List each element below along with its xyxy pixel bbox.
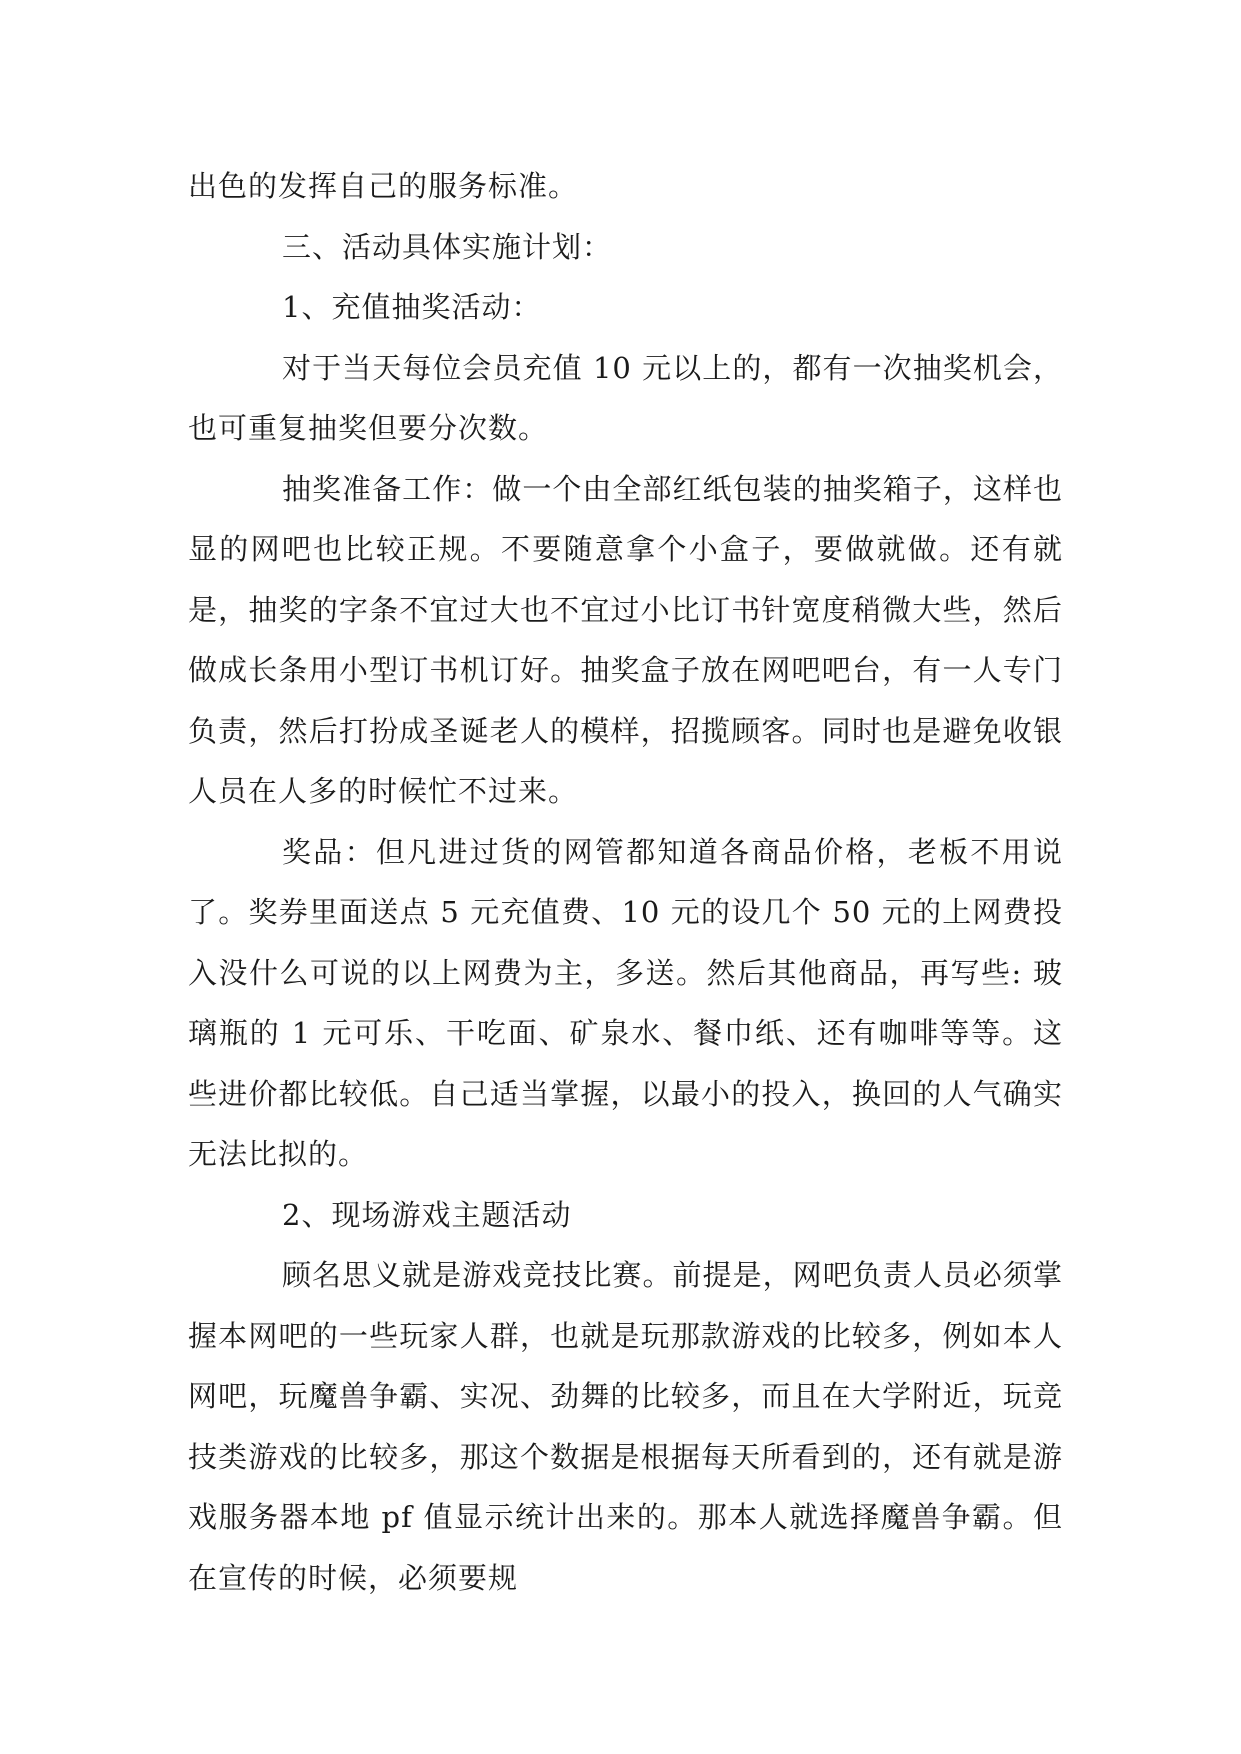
subheading-game-activity: 2、现场游戏主题活动	[282, 1197, 572, 1232]
paragraph-continuation: 出色的发挥自己的服务标准。	[188, 169, 579, 203]
subheading-recharge-lottery: 1、充值抽奖活动：	[282, 290, 542, 324]
paragraph-prizes: 奖品：但凡进过货的网管都知道各商品价格，老板不用说了。奖券里面送点 5 元充值费、10 元的设几个 50 元的上网费投入没什么可说的以上网费为主，多送。然后其他商品，再写些: 玻璃瓶的 1 元可乐、干吃面、矿泉水、餐巾纸、还有咖啡等等。这些进价都比较低。自己适当掌握，以最小的投入，换回的人气确实无法比拟的。	[188, 834, 1063, 1171]
paragraph-lottery-preparation: 抽奖准备工作：做一个由全部红纸包装的抽奖箱子，这样也显的网吧也比较正规。不要随意拿个小盒子，要做就做。还有就是，抽奖的字条不宜过大也不宜过小比订书针宽度稍微大些，然后做成长条用小型订书机订好。抽奖盒子放在网吧吧台，有一人专门负责，然后打扮成圣诞老人的模样，招揽顾客。同时也是避免收银人员在人多的时候忙不过来。	[188, 471, 1063, 808]
paragraph-lottery-eligibility: 对于当天每位会员充值 10 元以上的，都有一次抽奖机会，也可重复抽奖但要分次数。	[188, 350, 1063, 445]
document-body	[188, 156, 1063, 1608]
section-heading-implementation-plan: 三、活动具体实施计划：	[282, 229, 613, 264]
paragraph-game-competition: 顾名思义就是游戏竞技比赛。前提是，网吧负责人员必须掌握本网吧的一些玩家人群，也就是玩那款游戏的比较多，例如本人网吧，玩魔兽争霸、实况、劲舞的比较多，而且在大学附近，玩竞技类游戏的比较多，那这个数据是根据每天所看到的，还有就是游戏服务器本地 pf 值显示统计出来的。那本人就选择魔兽争霸。但在宣传的时候，必须要规	[188, 1258, 1063, 1595]
